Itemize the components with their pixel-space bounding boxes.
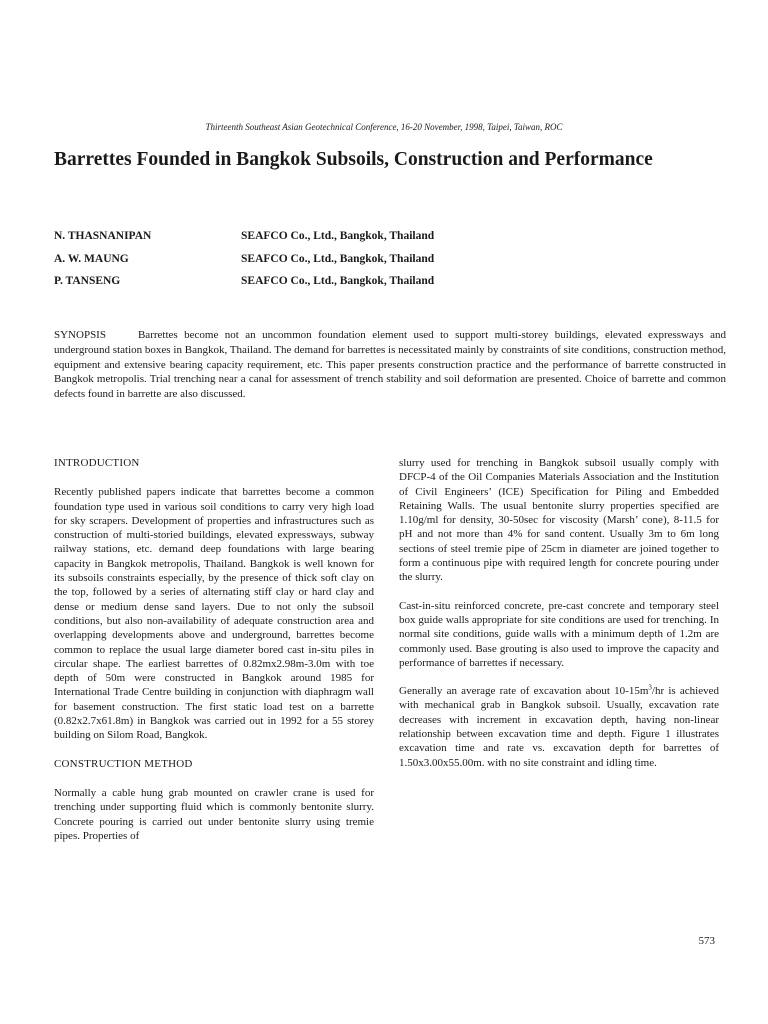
author-affiliation: SEAFCO Co., Ltd., Bangkok, Thailand <box>241 275 435 287</box>
synopsis-text: Barrettes become not an uncommon foundation element used to support multi-storey buildings, elevated expressways and underground station boxes in Bangkok, Thailand. The demand for barrettes is necessitated mainly by constraints of site conditions, construction method, equipment and extensive bearing capacity requirement, etc. This paper presents construction practice and the performance of barrette constructed in Bangkok metropolis. Trial trenching near a canal for assessment of trench stability and soil deformation are presented. Choice of barrette and common defects found in barrette are also discussed. <box>54 329 726 401</box>
author-affiliation: SEAFCO Co., Ltd., Bangkok, Thailand <box>241 252 435 265</box>
synopsis-label: SYNOPSIS <box>54 329 106 341</box>
introduction-paragraph: Recently published papers indicate that barrettes become a common foundation type used in various soil conditions to carry very high load for sky scrapers. Development of properties and infrastructures such as construction of multi-storied buildings, elevated expressways, subway railway stations, etc. demand deep foundations with large bearing capacity in Bangkok metropolis, Thailand. Bangkok is well known for its subsoils constraints especially, by the presence of thick soft clay on the top, followed by a series of alternating stiff clay or hard clay and dense or medium dense sand layers. Due to not only the subsoil conditions, but also non-availability of adequate construction area and overlapping developments above and underground, barrettes become common to replace the usual large diameter bored cast in-situ piles in circular shape. The earliest barrettes of 0.82mx2.98m-3.0m with toe depth of 50m were constructed in Bangkok around 1985 for International Trade Centre building in conjunction with diaphragm wall for basement construction. The first static load test on a barrette (0.82x2.7x61.8m) in Bangkok was carried out in 1992 for a 55 storey building on Silom Road, Bangkok. <box>54 486 374 742</box>
right-column <box>399 456 719 784</box>
excavation-rate-paragraph <box>399 684 719 770</box>
excavation-text-end: /hr is achieved with mechanical grab in Bangkok subsoil. Usually, excavation rate decreases with increment in excavation depth, having non-linear relationship between excavation time and depth. Figure 1 illustrates excavation time and rate vs. excavation depth for barrettes of 1.50x3.00x55.00m. with no site constraint and idling time. <box>399 685 719 769</box>
page-number: 573 <box>698 935 715 947</box>
author-list <box>54 230 494 298</box>
guide-walls-paragraph: Cast-in-situ reinforced concrete, pre-cast concrete and temporary steel box guide walls appropriate for site conditions are used for trenching. In normal site conditions, guide walls with a minimum depth of 1.2m are commonly used. Base grouting is also used to improve the capacity and performance of barrettes if necessary. <box>399 599 719 669</box>
author-name: N. THASNANIPAN <box>54 230 152 242</box>
author-name: A. W. MAUNG <box>54 252 129 265</box>
construction-method-heading: CONSTRUCTION METHOD <box>54 757 193 770</box>
author-row <box>54 253 494 276</box>
construction-method-paragraph: Normally a cable hung grab mounted on crawler crane is used for trenching under supporting fluid which is commonly bentonite slurry. Concrete pouring is carried out under bentonite slurry using tremie pipes. Properties of <box>54 786 374 842</box>
author-affiliation: SEAFCO Co., Ltd., Bangkok, Thailand <box>241 230 435 242</box>
slurry-paragraph: slurry used for trenching in Bangkok subsoil usually comply with DFCP-4 of the Oil Companies Materials Association and the Institution of Civil Engineers’ (ICE) Specification for Piling and Embedded Retaining Walls. The usual bentonite slurry properties specified are 1.10g/ml for density, 30-50sec for viscosity (Marsh’ cone), 8-11.5 for pH and not more than 4% for sand content. Usually 3m to 6m long sections of steel tremie pipe of 25cm in diameter are joined together to form a continuous pipe with required length for concrete pouring under the slurry. <box>399 457 719 584</box>
paper-title: Barrettes Founded in Bangkok Subsoils, Construction and Performance <box>54 149 653 170</box>
superscript: 3 <box>648 683 652 692</box>
synopsis <box>54 328 726 402</box>
author-row <box>54 275 494 298</box>
author-name: P. TANSENG <box>54 275 121 287</box>
author-row <box>54 230 494 253</box>
left-column <box>54 456 374 857</box>
excavation-text-start: Generally an average rate of excavation about 10-15m <box>399 685 649 698</box>
introduction-heading: INTRODUCTION <box>54 457 140 469</box>
conference-header: Thirteenth Southeast Asian Geotechnical Conference, 16-20 November, 1998, Taipei, Taiwan, ROC <box>205 122 563 132</box>
